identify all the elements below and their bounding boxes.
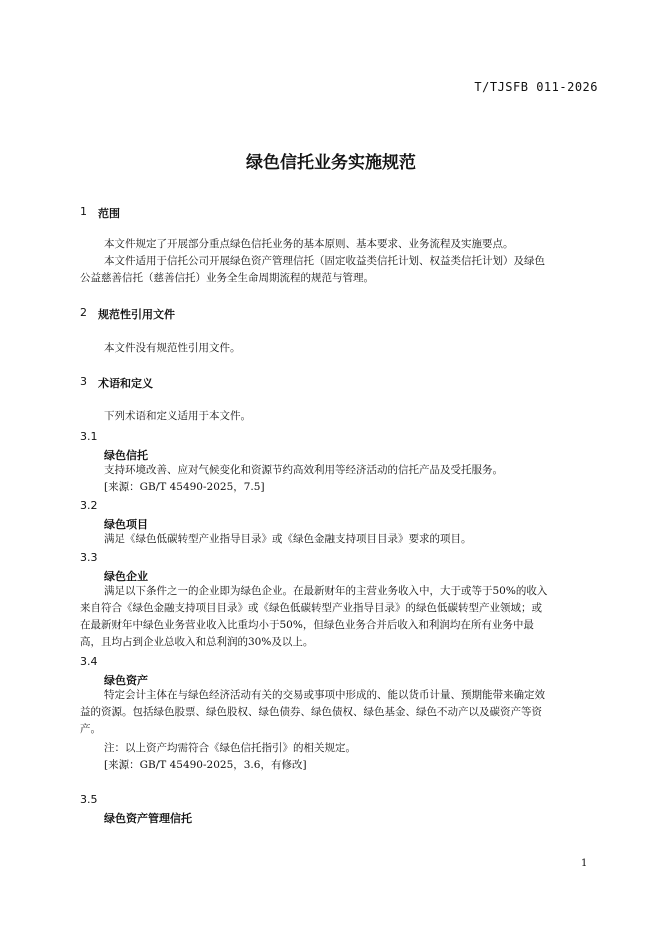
term-number: 3.1 — [80, 430, 98, 443]
term-number: 3.5 — [80, 793, 98, 806]
term-name: 绿色企业 — [104, 570, 148, 583]
term-name: 绿色项目 — [104, 518, 148, 531]
term-definition: 支持环境改善、应对气候变化和资源节约高效利用等经济活动的信托产品及受托服务。 — [104, 464, 503, 476]
term-definition: 来自符合《绿色金融支持项目目录》或《绿色低碳转型产业指导目录》的绿色低碳转型产业领域；或 — [80, 602, 542, 614]
term-name: 绿色信托 — [104, 449, 148, 462]
term-definition: 高，且均占到企业总收入和总利润的30%及以上。 — [80, 636, 314, 648]
section-number: 3 — [80, 375, 87, 388]
term-name: 绿色资产 — [104, 674, 148, 687]
section-number: 2 — [80, 306, 87, 319]
term-number: 3.4 — [80, 655, 98, 668]
section-heading: 术语和定义 — [98, 377, 153, 390]
term-definition: 满足以下条件之一的企业即为绿色企业。在最新财年的主营业务收入中，大于或等于50%的收入 — [104, 585, 548, 597]
term-definition: 特定会计主体在与绿色经济活动有关的交易或事项中形成的、能以货币计量、预期能带来确定效 — [104, 689, 545, 701]
term-definition: 产。 — [80, 723, 101, 735]
term-name: 绿色资产管理信托 — [104, 812, 192, 825]
term-note: 注：以上资产均需符合《绿色信托指引》的相关规定。 — [104, 742, 356, 754]
paragraph: 下列术语和定义适用于本文件。 — [104, 410, 251, 422]
page-number: 1 — [581, 858, 588, 869]
term-number: 3.3 — [80, 551, 98, 564]
term-definition: 在最新财年中绿色业务营业收入比重均小于50%，但绿色业务合并后收入和利润均在所有业务中最 — [80, 619, 534, 631]
term-definition: 满足《绿色低碳转型产业指导目录》或《绿色金融支持项目目录》要求的项目。 — [104, 533, 472, 545]
paragraph: 本文件适用于信托公司开展绿色资产管理信托（固定收益类信托计划、权益类信托计划）及绿色 — [104, 255, 545, 267]
page-title: 绿色信托业务实施规范 — [246, 153, 416, 173]
term-definition: 益的资源。包括绿色股票、绿色股权、绿色债券、绿色债权、绿色基金、绿色不动产以及碳资产等资 — [80, 706, 542, 718]
section-heading: 规范性引用文件 — [98, 308, 175, 321]
section-heading: 范围 — [98, 207, 120, 220]
term-source: [来源：GB/T 45490-2025，3.6，有修改] — [104, 759, 307, 771]
paragraph-continued: 公益慈善信托（慈善信托）业务全生命周期流程的规范与管理。 — [80, 272, 374, 284]
term-source: [来源：GB/T 45490-2025，7.5] — [104, 481, 265, 493]
paragraph: 本文件没有规范性引用文件。 — [104, 342, 241, 354]
paragraph: 本文件规定了开展部分重点绿色信托业务的基本原则、基本要求、业务流程及实施要点。 — [104, 238, 514, 250]
document-code: T/TJSFB 011-2026 — [474, 80, 598, 94]
term-number: 3.2 — [80, 499, 98, 512]
section-number: 1 — [80, 205, 87, 218]
